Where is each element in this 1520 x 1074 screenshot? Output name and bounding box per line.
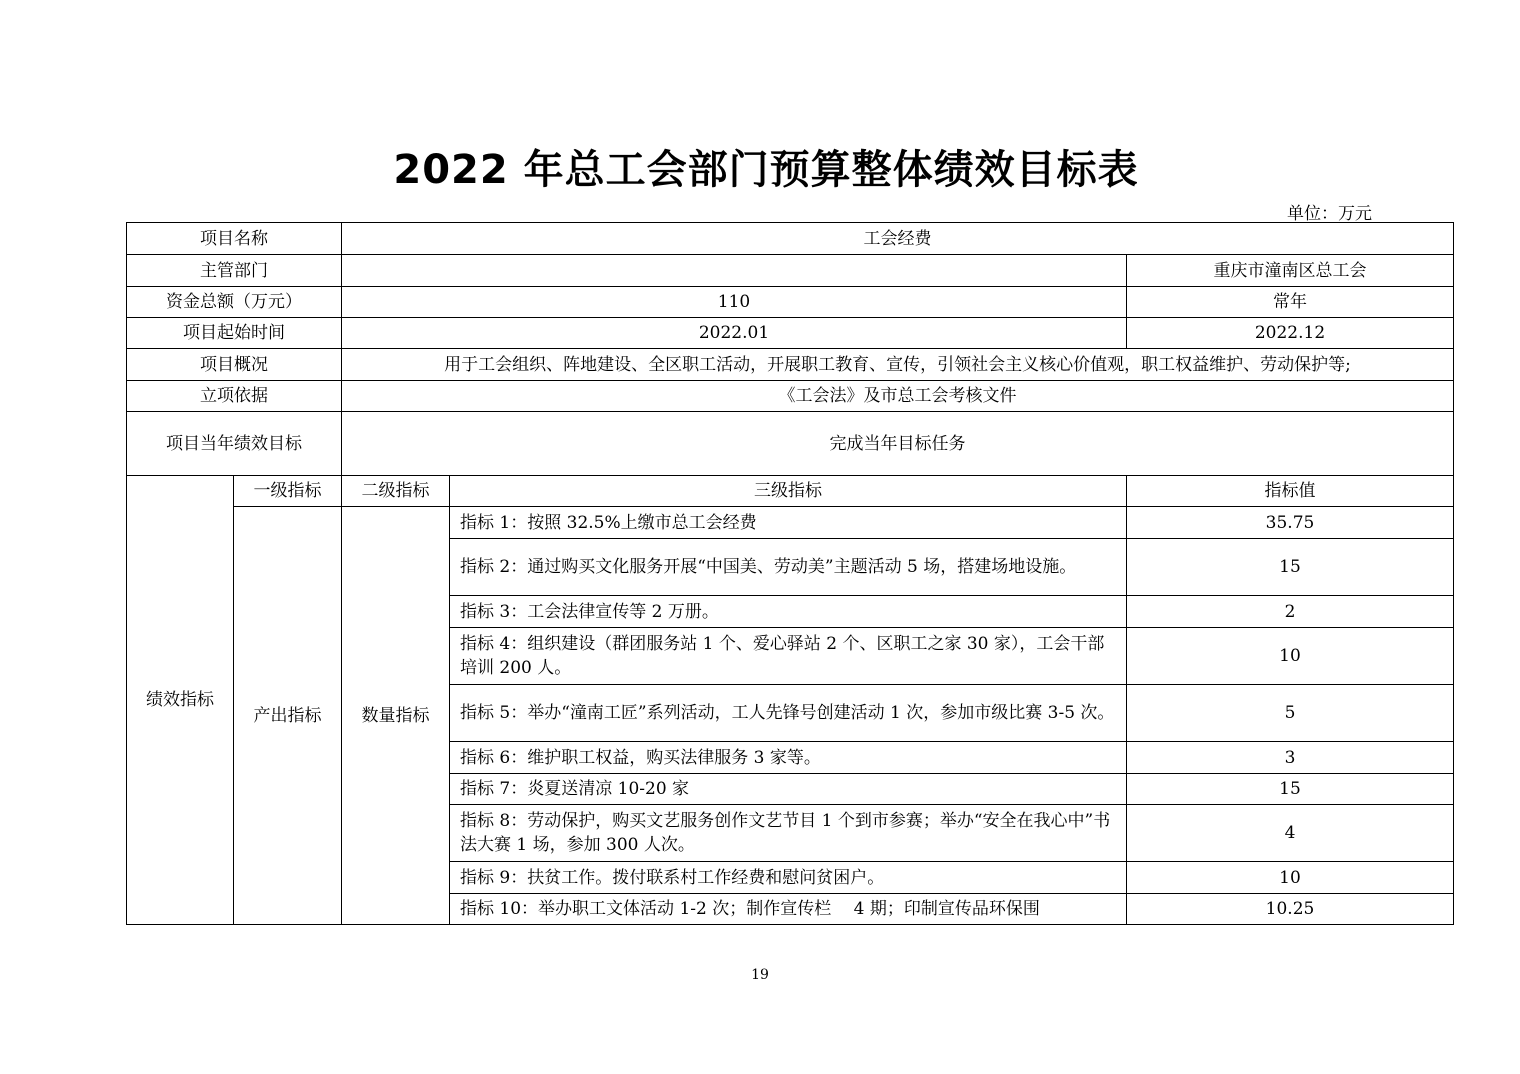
project-name-label: 项目名称 [127,223,342,255]
fund-total-label: 资金总额（万元） [127,287,342,318]
indicator-value: 3 [1127,742,1454,774]
indicator-value: 5 [1127,685,1454,742]
indicator-value: 15 [1127,774,1454,805]
start-value: 2022.01 [342,318,1127,349]
indicator-value: 4 [1127,805,1454,862]
page-title: 2022 年总工会部门预算整体绩效目标表 [393,147,1139,193]
goal-value: 完成当年目标任务 [342,412,1454,476]
goal-label: 项目当年绩效目标 [127,412,342,476]
level2-value: 数量指标 [342,507,450,925]
level1-value: 产出指标 [234,507,342,925]
unit-label: 单位：万元 [1287,204,1372,224]
page-number: 19 [751,967,769,983]
nature-value: 常年 [1127,287,1454,318]
row-time [127,318,1454,349]
indicator-text: 指标 2：通过购买文化服务开展“中国美、劳动美”主题活动 5 场，搭建场地设施。 [450,539,1127,596]
indicator-text: 指标 7：炎夏送清凉 10-20 家 [450,774,1127,805]
indicator-text: 指标 3：工会法律宣传等 2 万册。 [450,596,1127,628]
row-overview [127,349,1454,381]
basis-value: 《工会法》及市总工会考核文件 [342,381,1454,412]
indicator-value: 15 [1127,539,1454,596]
indicator-text: 指标 6：维护职工权益，购买法律服务 3 家等。 [450,742,1127,774]
indicator-value: 2 [1127,596,1454,628]
performance-table [126,222,1454,925]
indicator-value: 35.75 [1127,507,1454,539]
project-name-value: 工会经费 [342,223,1454,255]
implementer-value: 重庆市潼南区总工会 [1127,255,1454,287]
row-basis [127,381,1454,412]
start-label: 项目起始时间 [127,318,342,349]
department-value [342,255,1127,287]
overview-value: 用于工会组织、阵地建设、全区职工活动，开展职工教育、宣传，引领社会主义核心价值观，职工权益维护、劳动保护等; [342,349,1454,381]
row-fund [127,287,1454,318]
indicator-text: 指标 5：举办“潼南工匠”系列活动，工人先锋号创建活动 1 次，参加市级比赛 3-5 次。 [450,685,1127,742]
indicator-text: 指标 10：举办职工文体活动 1-2 次；制作宣传栏 4 期；印制宣传品环保围 [450,894,1127,925]
header-value: 指标值 [1127,476,1454,507]
indicator-text: 指标 9：扶贫工作。拨付联系村工作经费和慰问贫困户。 [450,862,1127,894]
indicator-value: 10.25 [1127,894,1454,925]
header-level1: 一级指标 [234,476,342,507]
header-level2: 二级指标 [342,476,450,507]
row-perf-header [127,476,1454,507]
indicator-value: 10 [1127,628,1454,685]
row-project-name [127,223,1454,255]
header-level3: 三级指标 [450,476,1127,507]
indicator-text: 指标 1：按照 32.5%上缴市总工会经费 [450,507,1127,539]
perf-section-label: 绩效指标 [127,476,234,925]
indicator-value: 10 [1127,862,1454,894]
basis-label: 立项依据 [127,381,342,412]
indicator-text: 指标 8：劳动保护，购买文艺服务创作文艺节目 1 个到市参赛；举办“安全在我心中”书法大赛 1 场，参加 300 人次。 [450,805,1127,862]
row-goal [127,412,1454,476]
end-value: 2022.12 [1127,318,1454,349]
department-label: 主管部门 [127,255,342,287]
row-department [127,255,1454,287]
fund-total-value: 110 [342,287,1127,318]
overview-label: 项目概况 [127,349,342,381]
table-row [127,507,1454,539]
indicator-text: 指标 4：组织建设（群团服务站 1 个、爱心驿站 2 个、区职工之家 30 家），工会干部培训 200 人。 [450,628,1127,685]
